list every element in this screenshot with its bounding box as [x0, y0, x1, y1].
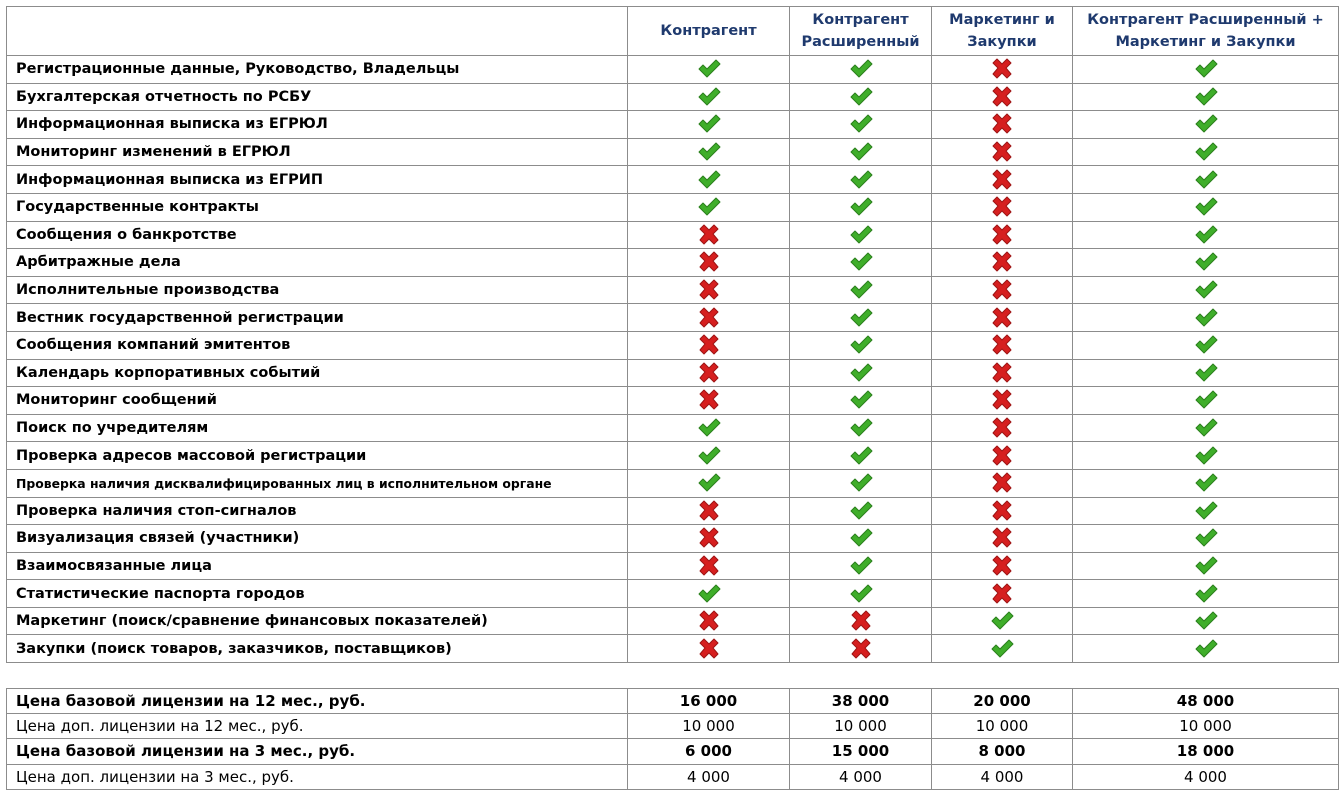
- cross-icon: [697, 527, 721, 549]
- check-icon: [849, 196, 873, 218]
- feature-mark-cell: [790, 497, 932, 525]
- feature-mark-cell: [932, 580, 1073, 608]
- feature-mark-cell: [628, 166, 790, 194]
- feature-row: [7, 469, 1339, 497]
- feature-mark-cell: [790, 193, 932, 221]
- feature-row: [7, 83, 1339, 111]
- cross-icon: [990, 169, 1014, 191]
- feature-mark-cell: [628, 387, 790, 415]
- check-icon: [1194, 638, 1218, 660]
- feature-label: Календарь корпоративных событий: [7, 359, 628, 387]
- feature-mark-cell: [1073, 249, 1339, 277]
- cross-icon: [990, 86, 1014, 108]
- feature-mark-cell: [628, 525, 790, 553]
- check-icon: [697, 196, 721, 218]
- feature-mark-cell: [1073, 193, 1339, 221]
- feature-row: [7, 442, 1339, 470]
- feature-mark-cell: [1073, 221, 1339, 249]
- feature-mark-cell: [628, 193, 790, 221]
- feature-mark-cell: [628, 442, 790, 470]
- feature-mark-cell: [1073, 359, 1339, 387]
- feature-mark-cell: [1073, 580, 1339, 608]
- feature-label: Проверка наличия дисквалифицированных лиц в исполнительном органе: [7, 469, 628, 497]
- check-icon: [697, 169, 721, 191]
- cross-icon: [990, 417, 1014, 439]
- feature-label: Маркетинг (поиск/сравнение финансовых показателей): [7, 607, 628, 635]
- feature-label: Вестник государственной регистрации: [7, 304, 628, 332]
- feature-mark-cell: [790, 56, 932, 84]
- check-icon: [697, 86, 721, 108]
- cross-icon: [697, 500, 721, 522]
- feature-row: [7, 635, 1339, 663]
- feature-mark-cell: [628, 635, 790, 663]
- price-value: 16 000: [628, 689, 790, 714]
- plan-header-kontragent: Контрагент: [628, 7, 790, 56]
- feature-mark-cell: [1073, 635, 1339, 663]
- cross-icon: [990, 472, 1014, 494]
- price-value: 38 000: [790, 689, 932, 714]
- price-value: 10 000: [932, 714, 1073, 739]
- cross-icon: [990, 279, 1014, 301]
- feature-row: [7, 497, 1339, 525]
- feature-mark-cell: [932, 56, 1073, 84]
- feature-label: Мониторинг сообщений: [7, 387, 628, 415]
- feature-mark-cell: [628, 276, 790, 304]
- feature-mark-cell: [932, 635, 1073, 663]
- price-value: 20 000: [932, 689, 1073, 714]
- feature-label: Проверка адресов массовой регистрации: [7, 442, 628, 470]
- feature-mark-cell: [932, 607, 1073, 635]
- feature-mark-cell: [1073, 83, 1339, 111]
- cross-icon: [697, 610, 721, 632]
- feature-row: [7, 331, 1339, 359]
- cross-icon: [849, 638, 873, 660]
- feature-row: [7, 138, 1339, 166]
- feature-mark-cell: [790, 635, 932, 663]
- check-icon: [849, 583, 873, 605]
- feature-mark-cell: [790, 580, 932, 608]
- feature-mark-cell: [1073, 469, 1339, 497]
- feature-label: Государственные контракты: [7, 193, 628, 221]
- feature-label: Исполнительные производства: [7, 276, 628, 304]
- check-icon: [1194, 307, 1218, 329]
- check-icon: [1194, 555, 1218, 577]
- feature-mark-cell: [790, 414, 932, 442]
- price-label: Цена доп. лицензии на 3 мес., руб.: [7, 764, 628, 789]
- cross-icon: [990, 141, 1014, 163]
- feature-label: Взаимосвязанные лица: [7, 552, 628, 580]
- price-value: 4 000: [932, 764, 1073, 789]
- cross-icon: [697, 334, 721, 356]
- feature-mark-cell: [790, 166, 932, 194]
- feature-mark-cell: [1073, 525, 1339, 553]
- check-icon: [697, 58, 721, 80]
- feature-label: Арбитражные дела: [7, 249, 628, 277]
- check-icon: [697, 113, 721, 135]
- check-icon: [849, 334, 873, 356]
- feature-mark-cell: [932, 304, 1073, 332]
- feature-mark-cell: [790, 304, 932, 332]
- feature-mark-cell: [790, 359, 932, 387]
- feature-label: Бухгалтерская отчетность по РСБУ: [7, 83, 628, 111]
- feature-mark-cell: [790, 442, 932, 470]
- cross-icon: [990, 445, 1014, 467]
- feature-mark-cell: [628, 304, 790, 332]
- price-label: Цена базовой лицензии на 3 мес., руб.: [7, 739, 628, 764]
- feature-mark-cell: [1073, 331, 1339, 359]
- price-value: 10 000: [628, 714, 790, 739]
- feature-mark-cell: [1073, 304, 1339, 332]
- feature-row: [7, 607, 1339, 635]
- price-value: 4 000: [1073, 764, 1339, 789]
- feature-mark-cell: [628, 83, 790, 111]
- feature-mark-cell: [932, 276, 1073, 304]
- cross-icon: [990, 113, 1014, 135]
- feature-mark-cell: [790, 249, 932, 277]
- feature-mark-cell: [1073, 607, 1339, 635]
- feature-label: Поиск по учредителям: [7, 414, 628, 442]
- feature-mark-cell: [628, 221, 790, 249]
- feature-mark-cell: [628, 359, 790, 387]
- check-icon: [1194, 334, 1218, 356]
- feature-mark-cell: [628, 249, 790, 277]
- cross-icon: [990, 224, 1014, 246]
- check-icon: [697, 472, 721, 494]
- check-icon: [1194, 445, 1218, 467]
- feature-mark-cell: [932, 193, 1073, 221]
- feature-mark-cell: [1073, 414, 1339, 442]
- price-row: [7, 689, 1339, 714]
- feature-label: Закупки (поиск товаров, заказчиков, поставщиков): [7, 635, 628, 663]
- check-icon: [1194, 527, 1218, 549]
- cross-icon: [990, 500, 1014, 522]
- feature-mark-cell: [1073, 138, 1339, 166]
- cross-icon: [697, 224, 721, 246]
- feature-row: [7, 193, 1339, 221]
- feature-row: [7, 166, 1339, 194]
- feature-mark-cell: [790, 221, 932, 249]
- feature-row: [7, 414, 1339, 442]
- check-icon: [697, 445, 721, 467]
- check-icon: [849, 251, 873, 273]
- feature-row: [7, 111, 1339, 139]
- feature-mark-cell: [790, 387, 932, 415]
- cross-icon: [849, 610, 873, 632]
- feature-mark-cell: [628, 138, 790, 166]
- price-value: 6 000: [628, 739, 790, 764]
- feature-mark-cell: [932, 497, 1073, 525]
- check-icon: [849, 389, 873, 411]
- feature-row: [7, 56, 1339, 84]
- plan-header-kontragent-extended: Контрагент Расширенный: [790, 7, 932, 56]
- feature-label: Статистические паспорта городов: [7, 580, 628, 608]
- feature-mark-cell: [932, 442, 1073, 470]
- feature-mark-cell: [628, 552, 790, 580]
- feature-mark-cell: [932, 221, 1073, 249]
- feature-label: Регистрационные данные, Руководство, Владельцы: [7, 56, 628, 84]
- feature-mark-cell: [628, 469, 790, 497]
- price-value: 10 000: [790, 714, 932, 739]
- price-row: [7, 739, 1339, 764]
- feature-mark-cell: [628, 580, 790, 608]
- cross-icon: [990, 527, 1014, 549]
- prices-table: [6, 688, 1339, 790]
- check-icon: [1194, 389, 1218, 411]
- feature-mark-cell: [932, 111, 1073, 139]
- check-icon: [1194, 417, 1218, 439]
- feature-row: [7, 221, 1339, 249]
- check-icon: [1194, 58, 1218, 80]
- check-icon: [849, 58, 873, 80]
- price-value: 48 000: [1073, 689, 1339, 714]
- feature-mark-cell: [932, 138, 1073, 166]
- feature-mark-cell: [790, 111, 932, 139]
- feature-mark-cell: [1073, 276, 1339, 304]
- plan-header-marketing-procurement: Маркетинг и Закупки: [932, 7, 1073, 56]
- check-icon: [1194, 362, 1218, 384]
- feature-mark-cell: [932, 387, 1073, 415]
- feature-mark-cell: [790, 331, 932, 359]
- header-empty-cell: [7, 7, 628, 56]
- check-icon: [849, 417, 873, 439]
- feature-mark-cell: [932, 166, 1073, 194]
- feature-mark-cell: [628, 497, 790, 525]
- feature-label: Мониторинг изменений в ЕГРЮЛ: [7, 138, 628, 166]
- cross-icon: [990, 555, 1014, 577]
- price-value: 10 000: [1073, 714, 1339, 739]
- feature-row: [7, 276, 1339, 304]
- cross-icon: [990, 307, 1014, 329]
- feature-mark-cell: [628, 414, 790, 442]
- cross-icon: [990, 362, 1014, 384]
- feature-row: [7, 359, 1339, 387]
- feature-mark-cell: [1073, 111, 1339, 139]
- cross-icon: [990, 58, 1014, 80]
- price-value: 18 000: [1073, 739, 1339, 764]
- check-icon: [849, 445, 873, 467]
- feature-mark-cell: [932, 414, 1073, 442]
- feature-mark-cell: [1073, 166, 1339, 194]
- feature-mark-cell: [1073, 552, 1339, 580]
- feature-mark-cell: [628, 331, 790, 359]
- feature-row: [7, 525, 1339, 553]
- feature-mark-cell: [628, 607, 790, 635]
- cross-icon: [697, 638, 721, 660]
- feature-label: Информационная выписка из ЕГРИП: [7, 166, 628, 194]
- check-icon: [849, 500, 873, 522]
- cross-icon: [990, 583, 1014, 605]
- features-body: [7, 7, 1339, 663]
- price-label: Цена доп. лицензии на 12 мес., руб.: [7, 714, 628, 739]
- check-icon: [1194, 196, 1218, 218]
- check-icon: [1194, 583, 1218, 605]
- check-icon: [1194, 141, 1218, 163]
- check-icon: [849, 169, 873, 191]
- check-icon: [1194, 169, 1218, 191]
- cross-icon: [990, 334, 1014, 356]
- price-value: 8 000: [932, 739, 1073, 764]
- check-icon: [697, 583, 721, 605]
- check-icon: [1194, 86, 1218, 108]
- feature-mark-cell: [1073, 497, 1339, 525]
- feature-label: Проверка наличия стоп-сигналов: [7, 497, 628, 525]
- price-value: 4 000: [628, 764, 790, 789]
- price-row: [7, 764, 1339, 789]
- features-table: [6, 6, 1339, 663]
- feature-mark-cell: [1073, 56, 1339, 84]
- check-icon: [1194, 113, 1218, 135]
- feature-row: [7, 387, 1339, 415]
- price-value: 15 000: [790, 739, 932, 764]
- check-icon: [849, 472, 873, 494]
- check-icon: [1194, 279, 1218, 301]
- cross-icon: [697, 555, 721, 577]
- check-icon: [849, 224, 873, 246]
- cross-icon: [990, 389, 1014, 411]
- feature-mark-cell: [790, 276, 932, 304]
- feature-mark-cell: [790, 138, 932, 166]
- feature-mark-cell: [932, 249, 1073, 277]
- feature-mark-cell: [932, 83, 1073, 111]
- check-icon: [1194, 610, 1218, 632]
- feature-mark-cell: [628, 111, 790, 139]
- feature-row: [7, 304, 1339, 332]
- feature-row: [7, 249, 1339, 277]
- feature-mark-cell: [932, 552, 1073, 580]
- feature-mark-cell: [790, 469, 932, 497]
- check-icon: [1194, 224, 1218, 246]
- check-icon: [990, 638, 1014, 660]
- prices-body: [7, 689, 1339, 790]
- check-icon: [849, 279, 873, 301]
- check-icon: [1194, 472, 1218, 494]
- feature-mark-cell: [932, 525, 1073, 553]
- check-icon: [1194, 500, 1218, 522]
- check-icon: [1194, 251, 1218, 273]
- feature-mark-cell: [932, 469, 1073, 497]
- cross-icon: [697, 279, 721, 301]
- check-icon: [990, 610, 1014, 632]
- cross-icon: [697, 307, 721, 329]
- cross-icon: [697, 362, 721, 384]
- plans-header-row: [7, 7, 1339, 56]
- cross-icon: [990, 251, 1014, 273]
- feature-row: [7, 580, 1339, 608]
- feature-mark-cell: [790, 607, 932, 635]
- check-icon: [697, 141, 721, 163]
- price-value: 4 000: [790, 764, 932, 789]
- feature-row: [7, 552, 1339, 580]
- cross-icon: [697, 389, 721, 411]
- check-icon: [849, 86, 873, 108]
- feature-label: Сообщения компаний эмитентов: [7, 331, 628, 359]
- feature-mark-cell: [932, 359, 1073, 387]
- check-icon: [697, 417, 721, 439]
- feature-mark-cell: [790, 83, 932, 111]
- feature-mark-cell: [1073, 442, 1339, 470]
- price-label: Цена базовой лицензии на 12 мес., руб.: [7, 689, 628, 714]
- cross-icon: [697, 251, 721, 273]
- cross-icon: [990, 196, 1014, 218]
- feature-mark-cell: [790, 552, 932, 580]
- check-icon: [849, 141, 873, 163]
- feature-label: Сообщения о банкротстве: [7, 221, 628, 249]
- feature-mark-cell: [790, 525, 932, 553]
- price-row: [7, 714, 1339, 739]
- check-icon: [849, 307, 873, 329]
- check-icon: [849, 555, 873, 577]
- feature-label: Визуализация связей (участники): [7, 525, 628, 553]
- feature-mark-cell: [1073, 387, 1339, 415]
- check-icon: [849, 113, 873, 135]
- check-icon: [849, 527, 873, 549]
- feature-mark-cell: [628, 56, 790, 84]
- check-icon: [849, 362, 873, 384]
- plan-header-combined: Контрагент Расширенный + Маркетинг и Закупки: [1073, 7, 1339, 56]
- feature-label: Информационная выписка из ЕГРЮЛ: [7, 111, 628, 139]
- feature-mark-cell: [932, 331, 1073, 359]
